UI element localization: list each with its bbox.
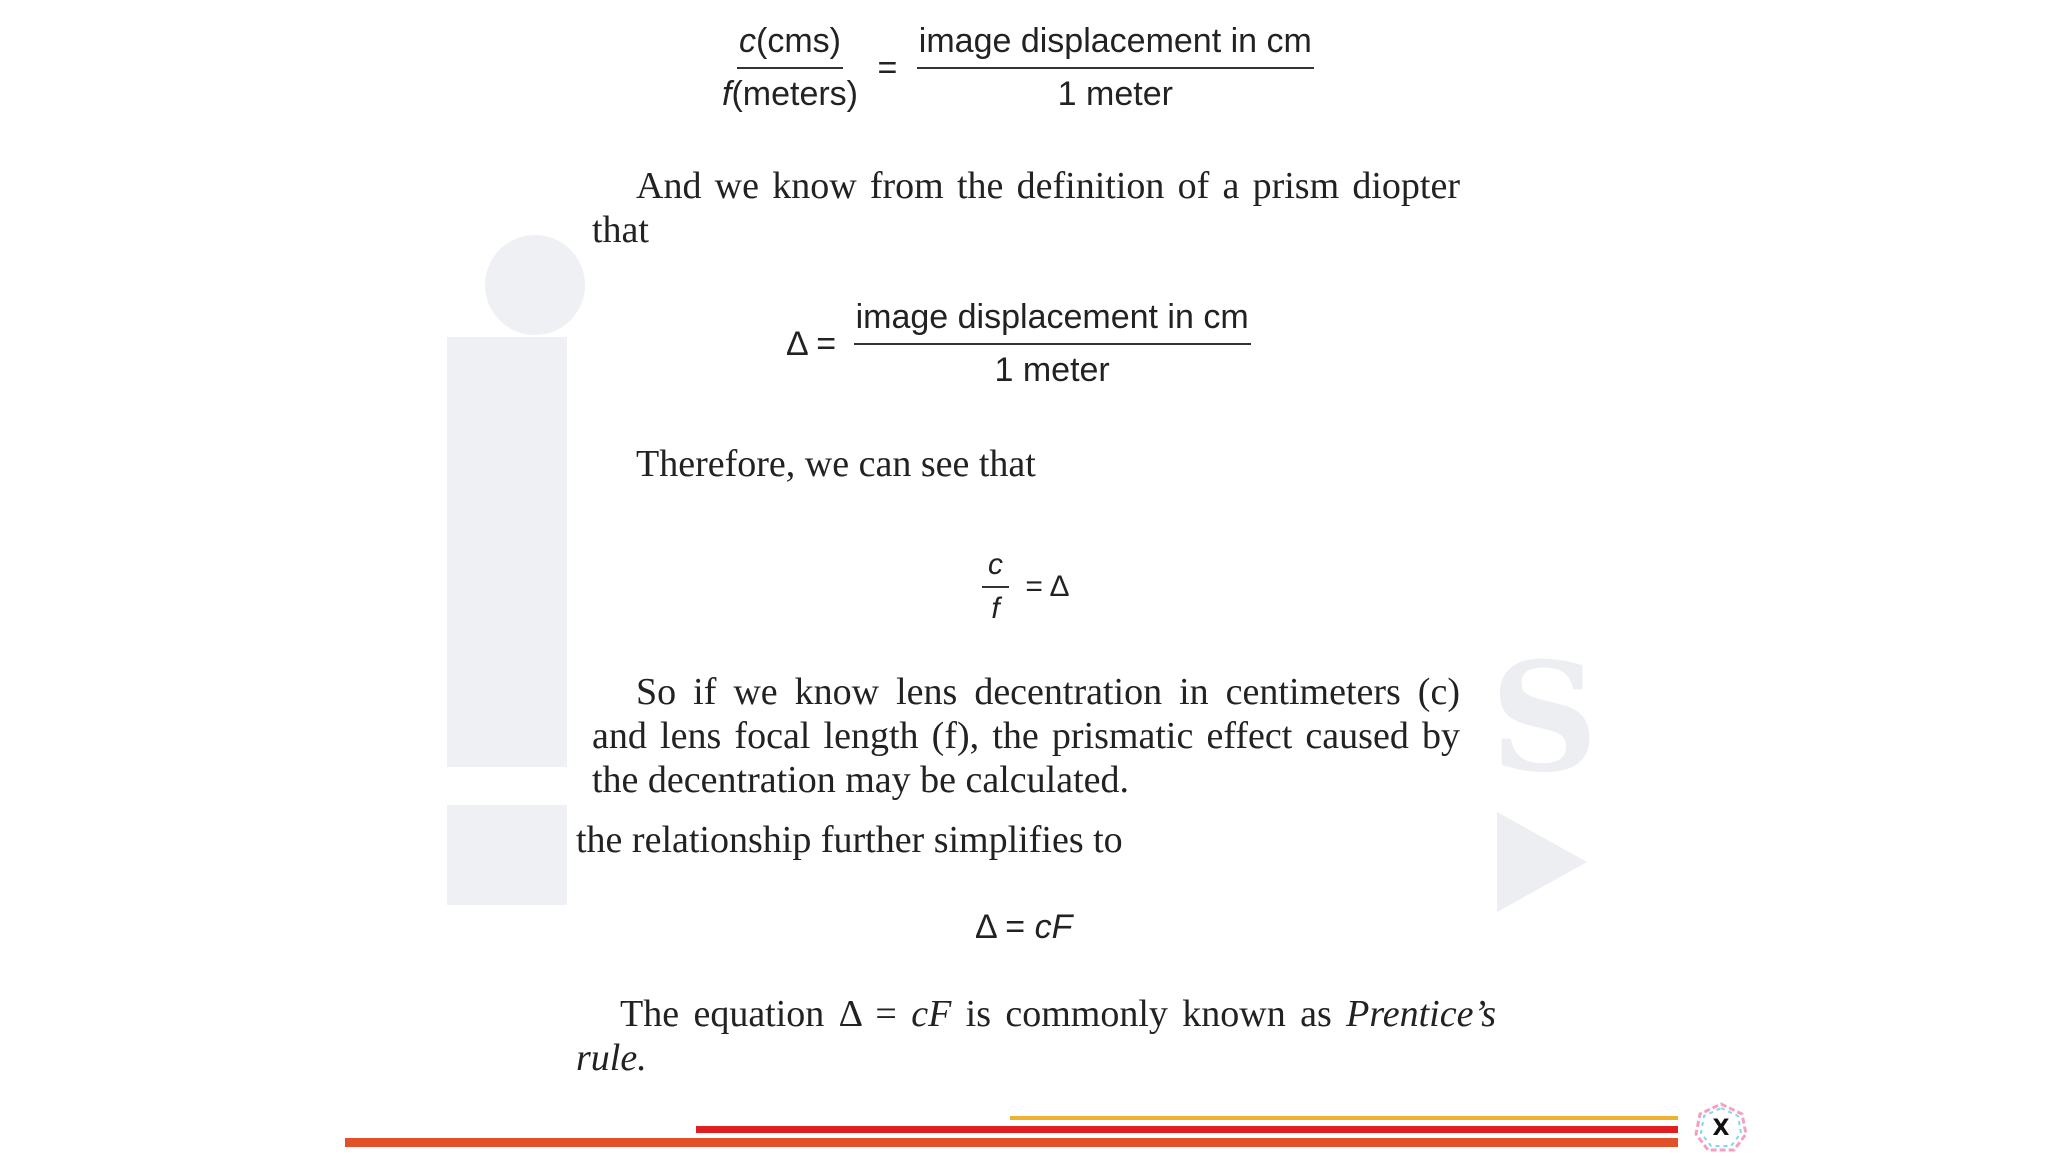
svg-text:X: X (1712, 1116, 1730, 1141)
paragraph-therefore: Therefore, we can see that (636, 443, 1036, 485)
fraction-displacement-2: $\frac{\text{image displacement in cm}}{\text{1 meter}}$ (855, 298, 1249, 389)
watermark-circle (485, 235, 585, 335)
watermark-letter: S (1490, 630, 1599, 806)
equals-sign: = (877, 48, 898, 87)
equation-4 (975, 908, 1072, 947)
paragraph-prism-definition: And we know from the definition of a prism diopter that (592, 165, 1460, 251)
equation-1 (722, 22, 1314, 114)
paragraph-simplifies: the relationship further simplifies to (576, 819, 1123, 861)
delta-equals: Δ = (786, 324, 837, 363)
delta-equals-4: Δ = (975, 908, 1035, 946)
equation-3 (982, 548, 1080, 626)
fraction-c-f: $\frac{c}{f}$ (982, 548, 1009, 626)
watermark-block (447, 805, 567, 905)
var-cF: cF (1034, 908, 1073, 946)
fraction-displacement: $\frac{\text{image displacement in cm}}{\text{1 meter}}$ (918, 22, 1312, 113)
watermark-arrow (1497, 812, 1587, 912)
footer-bar-red (696, 1126, 1678, 1133)
equation-2 (786, 298, 1251, 390)
var-f: f (722, 75, 732, 113)
equals-delta: = Δ (1025, 570, 1070, 603)
paragraph-decentration: So if we know lens decentration in centimeters (c) and lens focal length (f), the prismatic effect caused by the decentration may be calculated. (592, 671, 1460, 801)
paragraph-prentice: The equation Δ = cF is commonly known as Prentice’s rule. (576, 993, 1496, 1079)
fraction-c-over-f: $\frac{\text{c(cms)}}{\text{f(meters)}}$ (722, 22, 859, 113)
var-c: c (739, 22, 757, 60)
footer-bar-yellow (1010, 1116, 1678, 1120)
watermark-pillar (447, 337, 567, 767)
prentices-rule-term: Prentice’s rule. (576, 993, 1496, 1079)
logo-badge-icon (1694, 1102, 1748, 1152)
footer-bar-orange (345, 1138, 1678, 1147)
